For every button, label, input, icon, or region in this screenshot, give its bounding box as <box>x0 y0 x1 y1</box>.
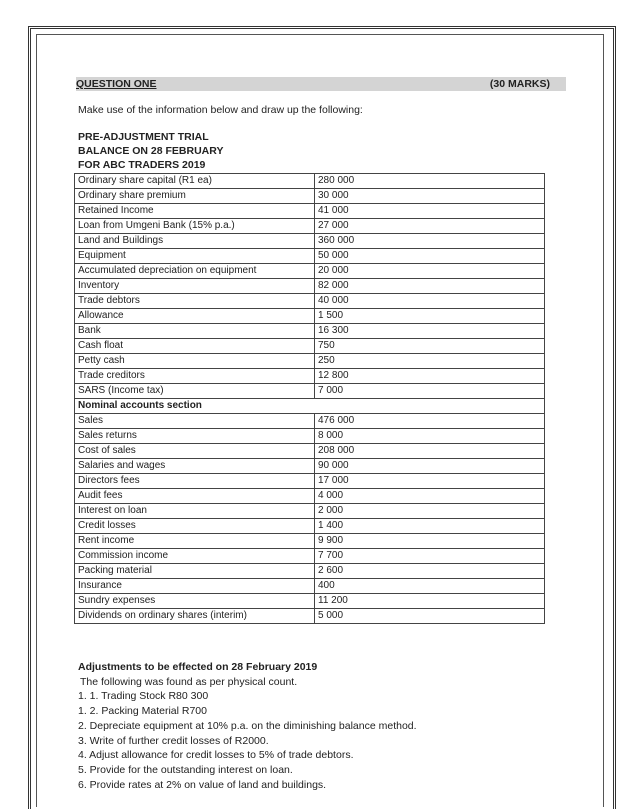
title-line: FOR ABC TRADERS 2019 <box>78 159 206 171</box>
account-amount: 41 000 <box>315 204 545 219</box>
account-amount: 50 000 <box>315 249 545 264</box>
account-name: Accumulated depreciation on equipment <box>75 264 315 279</box>
table-row <box>75 489 545 504</box>
account-name: Directors fees <box>75 474 315 489</box>
account-amount: 4 000 <box>315 489 545 504</box>
table-row <box>75 459 545 474</box>
table-row <box>75 609 545 624</box>
account-amount: 82 000 <box>315 279 545 294</box>
account-name: Petty cash <box>75 354 315 369</box>
table-row <box>75 549 545 564</box>
title-line: PRE-ADJUSTMENT TRIAL <box>78 131 209 143</box>
account-amount: 7 700 <box>315 549 545 564</box>
question-header <box>76 77 566 91</box>
account-name: Cash float <box>75 339 315 354</box>
account-name: Dividends on ordinary shares (interim) <box>75 609 315 624</box>
table-row <box>75 174 545 189</box>
account-amount: 16 300 <box>315 324 545 339</box>
adjustment-item: 6. Provide rates at 2% on value of land and buildings. <box>78 778 327 791</box>
table-row <box>75 579 545 594</box>
account-name: Credit losses <box>75 519 315 534</box>
account-name: Ordinary share premium <box>75 189 315 204</box>
adjustment-item: 3. Write of further credit losses of R2000. <box>78 734 269 747</box>
table-row <box>75 474 545 489</box>
account-amount: 476 000 <box>315 414 545 429</box>
adjustments-list <box>78 689 417 792</box>
account-name: Insurance <box>75 579 315 594</box>
question-marks: (30 MARKS) <box>489 78 550 90</box>
account-name: Interest on loan <box>75 504 315 519</box>
adjustments-note: The following was found as per physical count. <box>80 675 298 688</box>
account-name: Salaries and wages <box>75 459 315 474</box>
table-row <box>75 204 545 219</box>
account-amount: 280 000 <box>315 174 545 189</box>
account-name: Trade creditors <box>75 369 315 384</box>
account-amount: 400 <box>315 579 545 594</box>
account-name: Commission income <box>75 549 315 564</box>
account-name: Sales returns <box>75 429 315 444</box>
account-name: Bank <box>75 324 315 339</box>
adjustments-heading: Adjustments to be effected on 28 February 2019 <box>78 661 318 673</box>
trial-balance-table <box>74 173 545 624</box>
account-name: Equipment <box>75 249 315 264</box>
account-amount: 90 000 <box>315 459 545 474</box>
account-name: Inventory <box>75 279 315 294</box>
account-name: Cost of sales <box>75 444 315 459</box>
table-row <box>75 384 545 399</box>
account-name: Loan from Umgeni Bank (15% p.a.) <box>75 219 315 234</box>
account-amount: 30 000 <box>315 189 545 204</box>
account-amount: 2 600 <box>315 564 545 579</box>
account-amount: 208 000 <box>315 444 545 459</box>
nominal-section-heading: Nominal accounts section <box>75 399 315 414</box>
table-row <box>75 264 545 279</box>
account-amount: 750 <box>315 339 545 354</box>
instruction-text: Make use of the information below and draw up the following: <box>78 104 363 116</box>
table-row <box>75 339 545 354</box>
account-amount: 360 000 <box>315 234 545 249</box>
account-amount: 12 800 <box>315 369 545 384</box>
table-row <box>75 354 545 369</box>
account-amount: 40 000 <box>315 294 545 309</box>
account-amount: 5 000 <box>315 609 545 624</box>
table-row <box>75 249 545 264</box>
account-amount: 8 000 <box>315 429 545 444</box>
empty-cell <box>315 399 545 414</box>
account-amount: 9 900 <box>315 534 545 549</box>
account-amount: 17 000 <box>315 474 545 489</box>
table-row <box>75 309 545 324</box>
title-line: BALANCE ON 28 FEBRUARY <box>78 145 224 157</box>
table-row <box>75 189 545 204</box>
account-name: Retained Income <box>75 204 315 219</box>
table-row <box>75 369 545 384</box>
adjustment-item: 2. Depreciate equipment at 10% p.a. on the diminishing balance method. <box>78 719 417 732</box>
account-amount: 1 400 <box>315 519 545 534</box>
table-row <box>75 279 545 294</box>
table-row <box>75 219 545 234</box>
section-row <box>75 399 545 414</box>
adjustment-item: 1. 2. Packing Material R700 <box>78 705 207 718</box>
question-label: QUESTION ONE <box>76 78 157 90</box>
adjustment-item: 4. Adjust allowance for credit losses to 5% of trade debtors. <box>78 749 354 762</box>
adjustment-item: 5. Provide for the outstanding interest on loan. <box>78 763 293 776</box>
account-amount: 20 000 <box>315 264 545 279</box>
table-row <box>75 594 545 609</box>
table-row <box>75 519 545 534</box>
account-name: Packing material <box>75 564 315 579</box>
table-row <box>75 444 545 459</box>
account-amount: 250 <box>315 354 545 369</box>
table-row <box>75 429 545 444</box>
account-name: Sales <box>75 414 315 429</box>
account-name: Land and Buildings <box>75 234 315 249</box>
table-row <box>75 564 545 579</box>
account-name: Sundry expenses <box>75 594 315 609</box>
account-amount: 2 000 <box>315 504 545 519</box>
account-amount: 1 500 <box>315 309 545 324</box>
table-row <box>75 234 545 249</box>
account-amount: 27 000 <box>315 219 545 234</box>
table-row <box>75 504 545 519</box>
account-name: Allowance <box>75 309 315 324</box>
table-row <box>75 414 545 429</box>
table-row <box>75 294 545 309</box>
account-amount: 7 000 <box>315 384 545 399</box>
table-row <box>75 534 545 549</box>
table-row <box>75 324 545 339</box>
account-amount: 11 200 <box>315 594 545 609</box>
account-name: Ordinary share capital (R1 ea) <box>75 174 315 189</box>
account-name: Trade debtors <box>75 294 315 309</box>
account-name: Audit fees <box>75 489 315 504</box>
account-name: SARS (Income tax) <box>75 384 315 399</box>
adjustments-section <box>78 660 417 792</box>
adjustment-item: 1. 1. Trading Stock R80 300 <box>78 690 209 703</box>
account-name: Rent income <box>75 534 315 549</box>
